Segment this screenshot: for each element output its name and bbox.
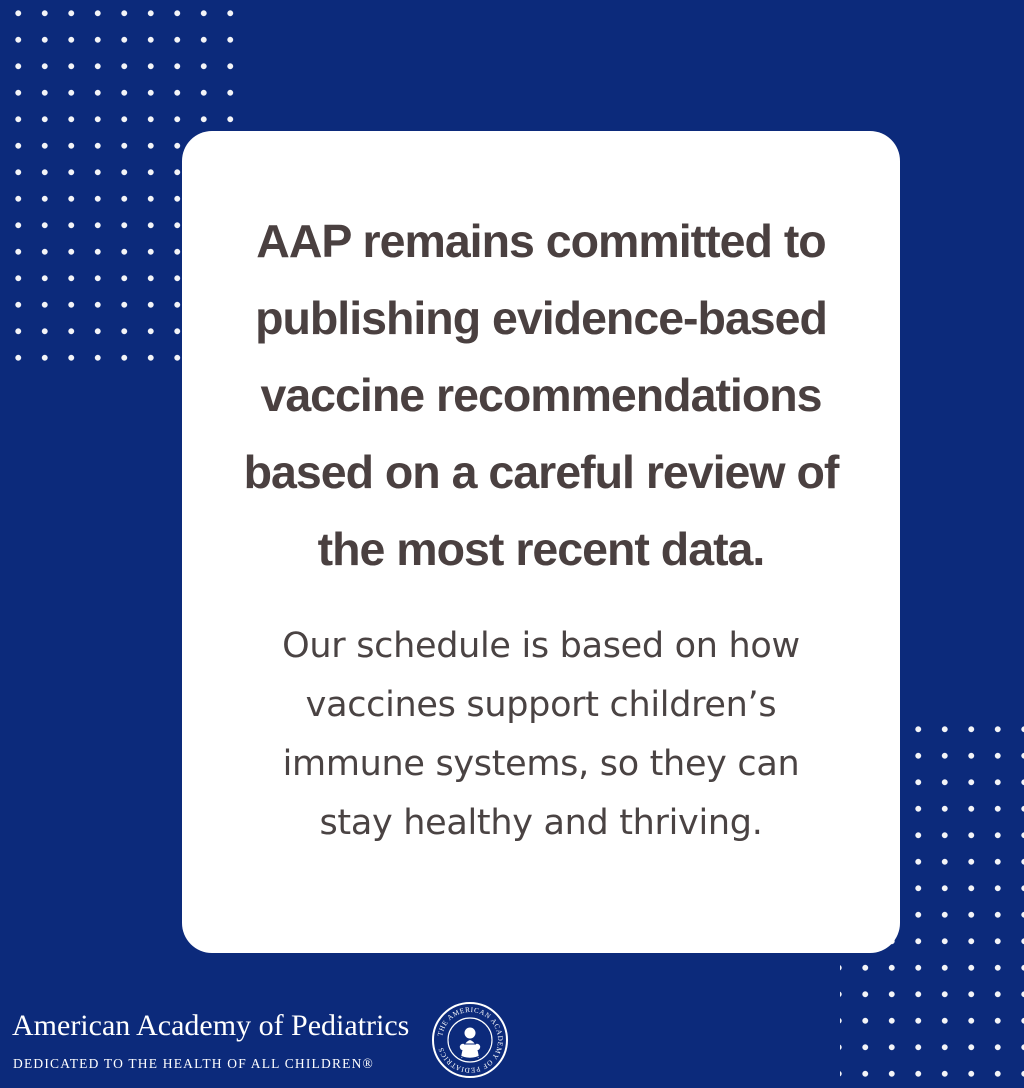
- subtext: [212, 617, 870, 853]
- organization-footer: [12, 1005, 532, 1078]
- headline-line: publishing evidence-based: [255, 292, 827, 344]
- headline-line: based on a careful review of: [243, 446, 839, 498]
- aap-seal-logo: [430, 1000, 510, 1080]
- headline: [202, 203, 880, 588]
- subtext-line: vaccines support children’s: [305, 685, 777, 725]
- headline-line: vaccine recommendations: [260, 369, 822, 421]
- organization-name: American Academy of Pediatrics: [12, 1009, 410, 1042]
- subtext-line: stay healthy and thriving.: [319, 803, 763, 843]
- quote-card: [182, 131, 900, 953]
- headline-line: AAP remains committed to: [256, 215, 826, 267]
- subtext-line: immune systems, so they can: [282, 744, 800, 784]
- organization-tagline: DEDICATED TO THE HEALTH OF ALL CHILDREN®: [13, 1056, 374, 1071]
- subtext-line: Our schedule is based on how: [282, 626, 800, 666]
- svg-text:THE AMERICAN ACADEMY OF PEDIAT: THE AMERICAN ACADEMY OF PEDIATRICS: [436, 1005, 505, 1075]
- headline-line: the most recent data.: [317, 523, 765, 575]
